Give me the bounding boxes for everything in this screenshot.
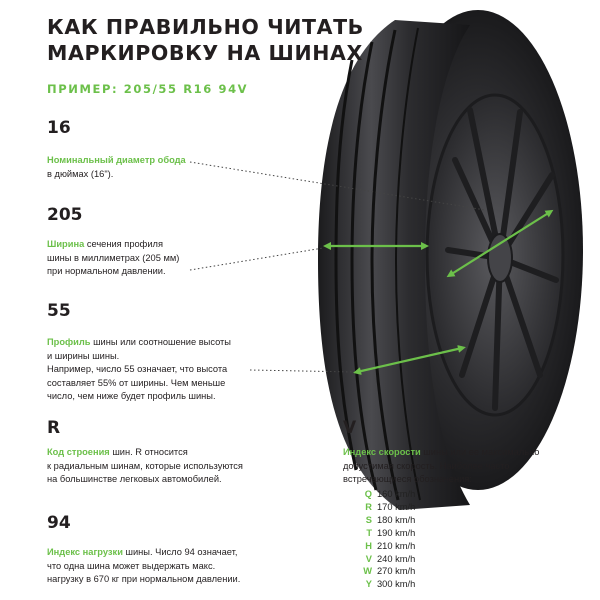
load-text-2: что одна шина может выдержать макс.: [47, 560, 216, 571]
speed-index-list: [361, 488, 415, 591]
width-text-3: при нормальном давлении.: [47, 266, 166, 276]
speed-index-row: [361, 514, 415, 527]
diameter-value: 16: [47, 118, 71, 138]
construction-text-2: к радиальным шинам, которые используются: [47, 460, 243, 471]
wheel-rim: [427, 95, 563, 415]
speed-text-1: шины или ее максимально: [420, 447, 540, 457]
diameter-term: Номинальный диаметр обода: [47, 155, 186, 165]
speed-index-row: [361, 501, 415, 514]
profile-text-2: и ширины шины.: [47, 350, 120, 361]
speed-code: Y: [365, 579, 372, 590]
profile-text-5: число, чем ниже будет профиль шины.: [47, 391, 216, 401]
page-title: [47, 14, 364, 66]
speed-kmh: 180 km/h: [377, 514, 416, 525]
speed-index-row: [361, 527, 415, 540]
speed-kmh: 300 km/h: [377, 579, 416, 590]
title-line-1: КАК ПРАВИЛЬНО ЧИТАТЬ: [47, 15, 364, 39]
speed-code: T: [366, 527, 372, 538]
speed-kmh: 210 km/h: [377, 540, 416, 551]
width-value: 205: [47, 205, 83, 225]
speed-index-row: [361, 488, 415, 501]
speed-term: Индекс скорости: [343, 447, 421, 457]
speed-code: W: [363, 566, 372, 577]
speed-kmh: 160 km/h: [377, 489, 416, 499]
diameter-text: в дюймах (16").: [47, 168, 114, 179]
speed-kmh: 190 km/h: [377, 527, 416, 538]
load-text-3: нагрузку в 670 кг при нормальном давлении.: [47, 574, 241, 584]
diameter-description: [47, 154, 186, 181]
profile-text-1: шины или соотношение высоты: [90, 337, 231, 347]
construction-text-1: шин. R относится: [109, 447, 188, 457]
speed-index-row: [361, 565, 415, 578]
speed-kmh: 170 km/h: [377, 501, 416, 512]
load-value: 94: [47, 513, 71, 533]
profile-value: 55: [47, 301, 71, 321]
speed-code: R: [365, 501, 372, 512]
speed-text-2: допустимая скорость. Наиболее часто: [343, 460, 510, 471]
speed-value: V: [343, 418, 357, 438]
width-description: [47, 238, 179, 279]
width-text-1: сечения профиля: [84, 239, 163, 249]
profile-description: [47, 336, 231, 404]
width-text-2: шины в миллиметрах (205 мм): [47, 252, 180, 263]
speed-description: [343, 446, 539, 487]
speed-code: H: [365, 540, 372, 551]
speed-code: S: [365, 514, 372, 525]
width-term: Ширина: [47, 239, 85, 249]
construction-value: R: [47, 418, 61, 438]
speed-kmh: 240 km/h: [377, 553, 416, 564]
speed-code: V: [365, 553, 372, 564]
construction-description: [47, 446, 243, 487]
construction-term: Код строения: [47, 447, 110, 457]
example-marking: ПРИМЕР: 205/55 R16 94V: [47, 82, 249, 96]
load-term: Индекс нагрузки: [47, 547, 123, 557]
profile-text-4: составляет 55% от ширины. Чем меньше: [47, 377, 226, 388]
construction-text-3: на большинстве легковых автомобилей.: [47, 474, 222, 484]
profile-term: Профиль: [47, 337, 91, 347]
speed-code: Q: [364, 489, 372, 499]
speed-text-3: встречающиеся обозначения:: [343, 474, 472, 484]
title-line-2: МАРКИРОВКУ НА ШИНАХ: [47, 41, 363, 65]
speed-index-row: [361, 540, 415, 553]
speed-index-row: [361, 553, 415, 566]
profile-text-3: Например, число 55 означает, что высота: [47, 364, 228, 374]
load-text-1: шины. Число 94 означает,: [122, 547, 238, 557]
speed-index-row: [361, 578, 415, 591]
speed-kmh: 270 km/h: [377, 566, 416, 577]
load-description: [47, 546, 240, 587]
